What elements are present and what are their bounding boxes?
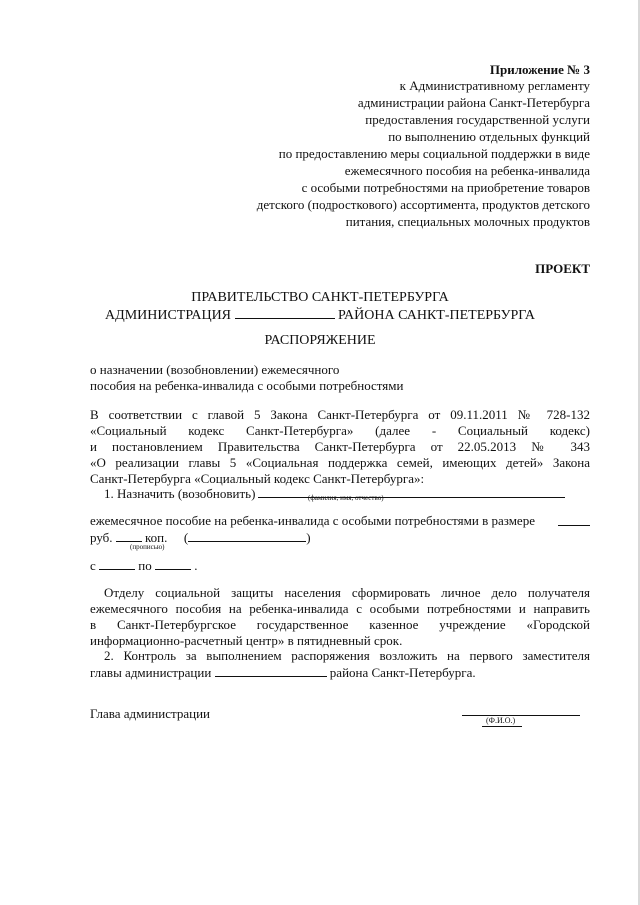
recipient-name-line (258, 497, 565, 498)
appendix-line: по предоставлению меры социальной поддержки в виде (278, 146, 590, 161)
signature-line (462, 715, 580, 716)
district-label: РАЙОНА САНКТ-ПЕТЕРБУРГА (338, 308, 535, 323)
period-row (90, 557, 198, 574)
item2-line (90, 664, 476, 681)
appendix-title: Приложение № 3 (489, 62, 590, 77)
appendix-line: по выполнению отдельных функций (388, 129, 590, 144)
to-date-blank (155, 557, 191, 570)
kop-label: коп. (145, 530, 168, 545)
amount-row (90, 529, 311, 546)
appendix-line: детского (подросткового) ассортимента, продуктов детского (256, 197, 590, 212)
rub-blank (116, 529, 142, 542)
social-line: Отделу социальной защиты населения сформировать личное дело получателя (104, 585, 590, 600)
paren-open: ( (183, 530, 189, 545)
government-title: ПРАВИТЕЛЬСТВО САНКТ-ПЕТЕРБУРГА (191, 290, 449, 305)
period-end: . (194, 558, 198, 573)
item1-label: 1. Назначить (возобновить) (104, 486, 256, 501)
allowance-line: ежемесячное пособие на ребенка-инвалида с особыми потребностями в размере (90, 513, 535, 528)
amount-in-words-hint: (прописью) (130, 543, 165, 551)
preamble-line: и постановлением Правительства Санкт-Петербурга от 22.05.2013 № 343 (90, 439, 590, 454)
administration-line (0, 306, 640, 324)
deputy-blank (215, 664, 327, 677)
social-line: в Санкт-Петербургское государственное казенное учреждение «Городской (90, 617, 590, 632)
appendix-line: администрации района Санкт-Петербурга (357, 95, 590, 110)
rub-label: руб. (90, 530, 113, 545)
signature-label: Глава администрации (90, 706, 211, 721)
item2-suffix: района Санкт-Петербурга. (329, 665, 476, 680)
appendix-line: с особыми потребностями на приобретение товаров (301, 180, 590, 195)
from-label: с (90, 558, 96, 573)
fio-hint: (Ф.И.О.) (486, 716, 516, 725)
appendix-line: ежемесячного пособия на ребенка-инвалида (344, 163, 590, 178)
subject-line: о назначении (возобновлении) ежемесячного (90, 362, 340, 377)
social-line: ежемесячного пособия на ребенка-инвалида с особыми потребностями и направить (90, 601, 590, 616)
to-label: по (138, 558, 152, 573)
amount-blank (558, 525, 590, 526)
project-label: ПРОЕКТ (535, 261, 590, 276)
appendix-line: питания, специальных молочных продуктов (345, 214, 590, 229)
subject-line: пособия на ребенка-инвалида с особыми потребностями (90, 378, 404, 393)
order-title: РАСПОРЯЖЕНИЕ (264, 333, 376, 348)
preamble-line: Санкт-Петербурга «Социальный кодекс Санкт-Петербурга»: (90, 471, 425, 486)
appendix-line: предоставления государственной услуги (365, 112, 590, 127)
preamble-line: В соответствии с главой 5 Закона Санкт-Петербурга от 09.11.2011 № 728-132 (90, 407, 590, 422)
fio-underline (482, 726, 522, 727)
administration-label: АДМИНИСТРАЦИЯ (105, 308, 232, 323)
amount-in-words-blank (188, 529, 306, 542)
from-date-blank (99, 557, 135, 570)
preamble-line: «О реализации главы 5 «Социальная поддержка семей, имеющих детей» Закона (90, 455, 590, 470)
preamble-line: «Социальный кодекс Санкт-Петербурга» (далее - Социальный кодекс) (90, 423, 590, 438)
social-line: информационно-расчетный центр» в пятидневный срок. (90, 633, 403, 648)
district-blank (235, 306, 335, 319)
recipient-name-hint: (фамилия, имя, отчество) (308, 494, 384, 502)
item2-prefix: главы администрации (90, 665, 212, 680)
paren-close: ) (306, 530, 311, 545)
item2-line: 2. Контроль за выполнением распоряжения возложить на первого заместителя (104, 648, 590, 663)
appendix-line: к Административному регламенту (399, 78, 590, 93)
